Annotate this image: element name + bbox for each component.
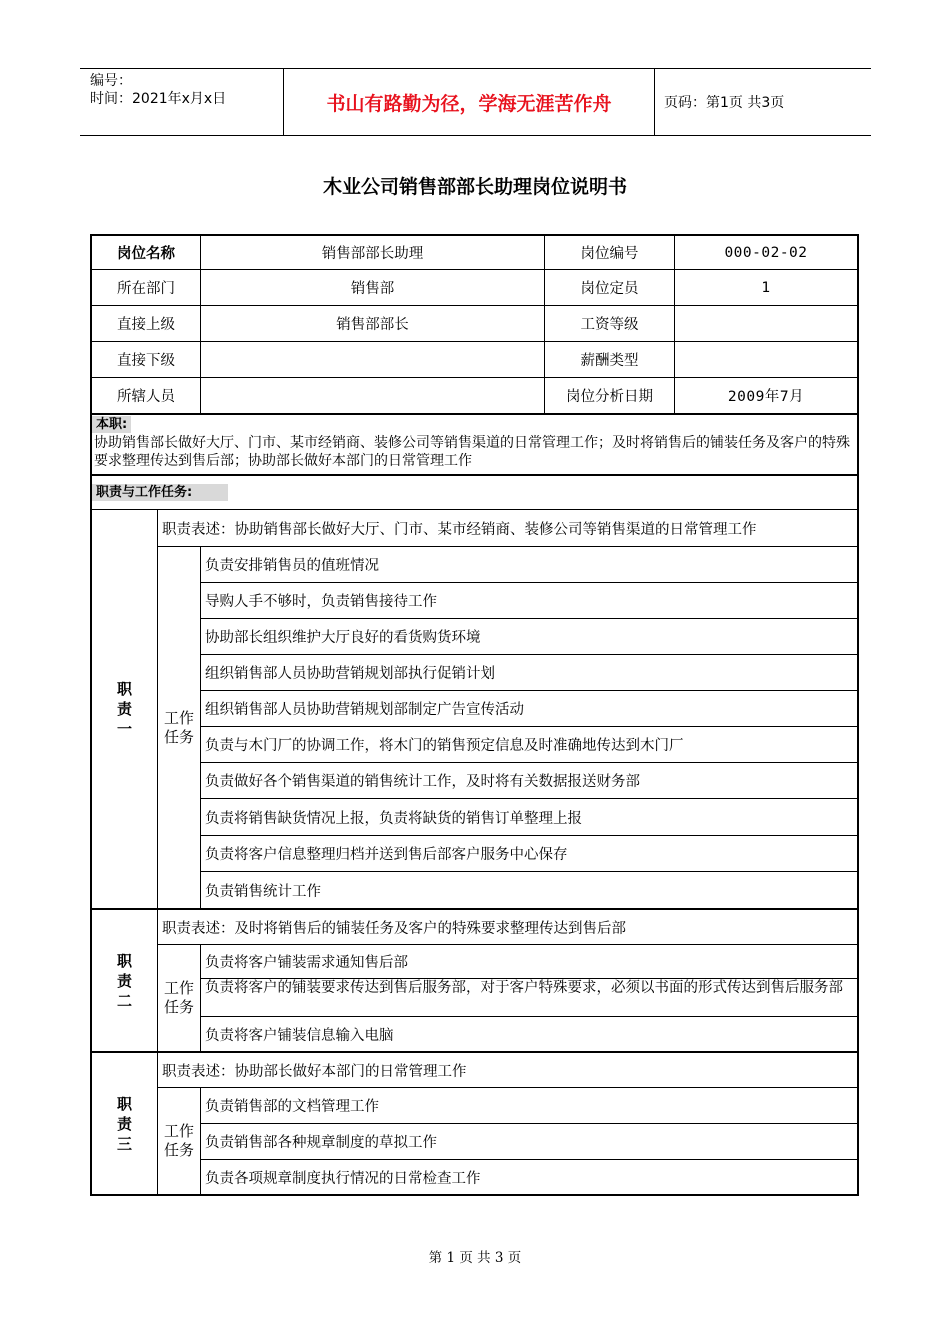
duty-1-task-6: 负责与木门厂的协调工作，将木门的销售预定信息及时准确地传达到木门厂 xyxy=(205,738,684,754)
label-salary-grade: 工资等级 xyxy=(580,317,639,333)
label-department: 所在部门 xyxy=(117,281,175,297)
duty-1-task-10: 负责销售统计工作 xyxy=(205,883,321,900)
label-direct-superior: 直接上级 xyxy=(117,317,175,333)
duty-2-task-1: 负责将客户铺装需求通知售后部 xyxy=(205,955,408,971)
duty-2-name: 职 责 二 xyxy=(116,951,132,1010)
duty-3-task-1: 负责销售部的文档管理工作 xyxy=(205,1099,379,1115)
duty-summary-label: 本职: xyxy=(92,416,131,433)
document-title: 木业公司销售部部长助理岗位说明书 xyxy=(322,176,627,198)
duty-1-statement: 职责表述：协助销售部长做好大厅、门市、某市经销商、装修公司等销售渠道的日常管理工作 xyxy=(162,521,757,538)
label-analysis-date: 岗位分析日期 xyxy=(566,389,653,405)
value-headcount: 1 xyxy=(761,279,771,296)
job-description-table xyxy=(90,234,859,1196)
tasks-section-label: 职责与工作任务: xyxy=(92,484,228,501)
label-position-code: 岗位编号 xyxy=(580,246,639,262)
duty-3-work-label: 工作 任务 xyxy=(163,1122,194,1159)
page-header xyxy=(80,68,871,136)
header-meta xyxy=(80,69,283,135)
value-staff-managed xyxy=(201,378,544,413)
duty-1-task-4: 组织销售部人员协助营销规划部执行促销计划 xyxy=(205,666,495,682)
duty-2-work-label: 工作 任务 xyxy=(163,979,194,1016)
value-salary-grade xyxy=(675,306,857,341)
duty-summary-text: 协助销售部长做好大厅、门市、某市经销商、装修公司等销售渠道的日常管理工作；及时将销售后的铺装任务及客户的特殊要求整理传达到售后部；协助部长做好本部门的日常管理工作 xyxy=(94,435,850,469)
duty-1-name: 职 责 一 xyxy=(116,680,132,738)
label-pay-type: 薪酬类型 xyxy=(580,353,639,369)
duty-3-task-2: 负责销售部各种规章制度的草拟工作 xyxy=(205,1135,437,1151)
header-page-label: 页码：第1页 共3页 xyxy=(664,95,785,111)
doc-number-label: 编号： xyxy=(90,73,132,89)
label-headcount: 岗位定员 xyxy=(580,281,639,297)
header-motto: 书山有路勤为径，学海无涯苦作舟 xyxy=(283,69,655,135)
duty-3-task-3: 负责各项规章制度执行情况的日常检查工作 xyxy=(205,1170,481,1187)
doc-date-label: 时间：2021年x月x日 xyxy=(90,91,227,107)
duty-2-statement: 职责表述：及时将销售后的铺装任务及客户的特殊要求整理传达到售后部 xyxy=(162,920,626,937)
duty-1-task-2: 导购人手不够时，负责销售接待工作 xyxy=(205,594,437,610)
duty-3-statement: 职责表述：协助部长做好本部门的日常管理工作 xyxy=(162,1063,467,1080)
duty-2-task-3: 负责将客户铺装信息输入电脑 xyxy=(205,1027,394,1044)
duty-1-task-8: 负责将销售缺货情况上报，负责将缺货的销售订单整理上报 xyxy=(205,810,582,827)
label-position-name: 岗位名称 xyxy=(117,246,175,262)
duty-1-task-5: 组织销售部人员协助营销规划部制定广告宣传活动 xyxy=(205,702,524,718)
value-position-code: 000-02-02 xyxy=(724,244,808,261)
label-staff-managed: 所辖人员 xyxy=(117,389,175,405)
duty-1-task-7: 负责做好各个销售渠道的销售统计工作，及时将有关数据报送财务部 xyxy=(205,774,640,790)
duty-1-work-label: 工作 任务 xyxy=(163,708,194,746)
duty-3-name: 职 责 三 xyxy=(116,1094,132,1153)
value-direct-superior: 销售部部长 xyxy=(336,317,409,333)
value-pay-type xyxy=(675,342,857,377)
duty-1-task-1: 负责安排销售员的值班情况 xyxy=(205,558,379,574)
duty-1-task-3: 协助部长组织维护大厅良好的看货购货环境 xyxy=(205,630,481,646)
value-analysis-date: 2009年7月 xyxy=(727,389,805,405)
page-footer: 第 1 页 共 3 页 xyxy=(428,1250,522,1266)
label-direct-subordinate: 直接下级 xyxy=(117,353,175,369)
value-department: 销售部 xyxy=(350,281,395,297)
value-position-name: 销售部部长助理 xyxy=(321,246,424,262)
value-direct-subordinate xyxy=(201,342,544,377)
duty-1-task-9: 负责将客户信息整理归档并送到售后部客户服务中心保存 xyxy=(205,847,568,863)
duty-2-task-2: 负责将客户的铺装要求传达到售后服务部，对于客户特殊要求，必须以书面的形式传达到售后服务部 xyxy=(205,980,843,996)
